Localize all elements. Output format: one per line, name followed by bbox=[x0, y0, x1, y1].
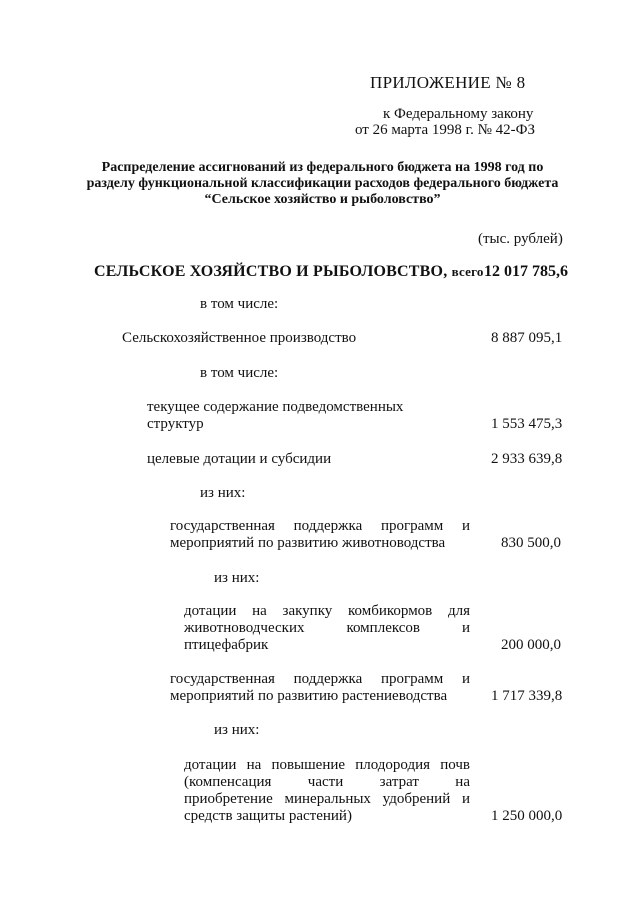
subheading-of-them: из них: bbox=[200, 485, 246, 501]
soil-fertility-value: 1 250 000,0 bbox=[491, 808, 563, 824]
agri-production-value: 8 887 095,1 bbox=[491, 330, 563, 346]
soil-fertility-line3: приобретение минеральных удобрений и bbox=[184, 791, 470, 807]
livestock-support-label bbox=[170, 518, 470, 552]
subheading-of-them: из них: bbox=[214, 570, 260, 586]
appendix-number: ПРИЛОЖЕНИЕ № 8 bbox=[370, 73, 526, 92]
title-line-3: “Сельское хозяйство и рыболовство” bbox=[204, 192, 441, 207]
total-label bbox=[94, 263, 484, 281]
soil-fertility-line1: дотации на повышение плодородия почв bbox=[184, 757, 470, 773]
subheading-in-that-number: в том числе: bbox=[200, 365, 279, 381]
target-subsidies-value: 2 933 639,8 bbox=[491, 451, 563, 467]
feed-subsidies-value: 200 000,0 bbox=[501, 637, 561, 653]
soil-fertility-line2: (компенсация части затрат на bbox=[184, 774, 470, 790]
crop-support-label bbox=[170, 671, 470, 705]
livestock-support-line2: мероприятий по развитию животноводства bbox=[170, 535, 446, 551]
law-reference-line1: к Федеральному закону bbox=[383, 106, 534, 122]
document-title bbox=[60, 160, 585, 208]
soil-fertility-label bbox=[184, 757, 470, 825]
units-label: (тыс. рублей) bbox=[478, 231, 563, 247]
current-maintenance-line2: структур bbox=[147, 416, 204, 432]
subheading-of-them: из них: bbox=[214, 722, 260, 738]
livestock-support-value: 830 500,0 bbox=[501, 535, 561, 551]
target-subsidies-label: целевые дотации и субсидии bbox=[147, 451, 332, 467]
soil-fertility-line4: средств защиты растений) bbox=[184, 808, 352, 824]
crop-support-line2: мероприятий по развитию растениеводства bbox=[170, 688, 448, 704]
title-line-1: Распределение ассигнований из федерального бюджета на 1998 год по bbox=[101, 160, 544, 175]
current-maintenance-line1: текущее содержание подведомственных bbox=[147, 399, 404, 415]
feed-subsidies-line2: животноводческих комплексов и bbox=[184, 620, 470, 636]
livestock-support-line1: государственная поддержка программ и bbox=[170, 518, 470, 534]
title-line-2: разделу функциональной классификации расходов федерального бюджета bbox=[86, 176, 559, 191]
agri-production-label: Сельскохозяйственное производство bbox=[122, 330, 357, 346]
feed-subsidies-line3: птицефабрик bbox=[184, 637, 269, 653]
crop-support-line1: государственная поддержка программ и bbox=[170, 671, 470, 687]
total-value: 12 017 785,6 bbox=[484, 263, 568, 280]
feed-subsidies-line1: дотации на закупку комбикормов для bbox=[184, 603, 470, 619]
crop-support-value: 1 717 339,8 bbox=[491, 688, 563, 704]
total-label-main: СЕЛЬСКОЕ ХОЗЯЙСТВО И РЫБОЛОВСТВО, bbox=[94, 263, 448, 280]
current-maintenance-value: 1 553 475,3 bbox=[491, 416, 563, 432]
law-reference-line2: от 26 марта 1998 г. № 42-ФЗ bbox=[355, 122, 535, 138]
subheading-in-that-number: в том числе: bbox=[200, 296, 279, 312]
total-label-suffix: всего bbox=[451, 264, 484, 279]
feed-subsidies-label bbox=[184, 603, 470, 654]
